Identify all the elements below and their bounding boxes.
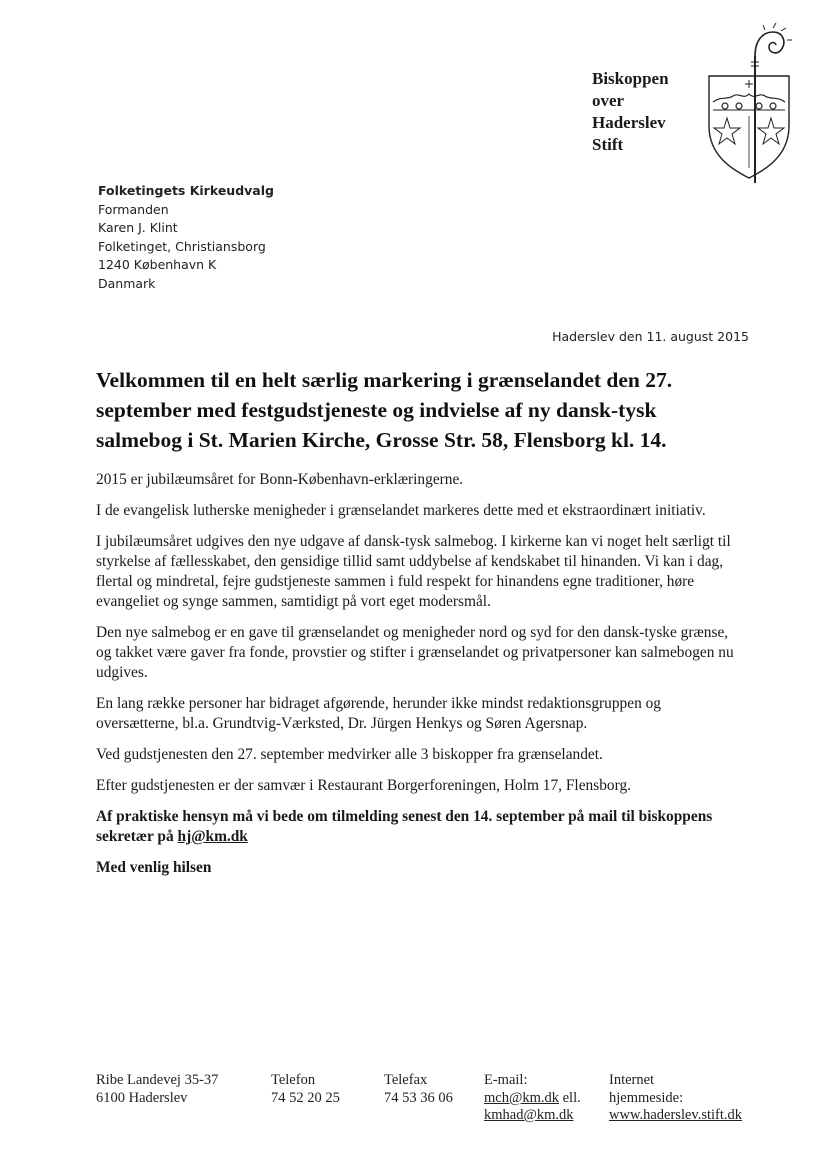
body-paragraph: 2015 er jubilæumsåret for Bonn-København-erklæringerne. — [96, 471, 464, 488]
footer-phone — [271, 1072, 340, 1107]
footer-email-separator: ell. — [558, 1089, 581, 1106]
footer-fax — [384, 1072, 453, 1107]
letter-date: Haderslev den 11. august 2015 — [552, 329, 749, 344]
closing: Med venlig hilsen — [96, 859, 212, 876]
sender-line: Haderslev — [592, 113, 666, 132]
body-paragraph: I de evangelisk lutherske menigheder i grænselandet markeres dette med et ekstraordinært initiativ. — [96, 502, 706, 519]
footer-fax-number: 74 53 36 06 — [384, 1089, 453, 1106]
letter-headline: Velkommen til en helt særlig markering i grænselandet den 27. september med festgudstjeneste og indvielse af ny dansk-tysk salmebog i St. Marien Kirche, Grosse Str. 58, Flensborg kl. 14. — [96, 368, 673, 452]
footer-email-line — [484, 1090, 581, 1108]
recipient-line: Formanden — [98, 201, 169, 217]
recipient-line: Danmark — [98, 275, 156, 291]
sender-block — [592, 68, 669, 156]
body-paragraph: Ved gudstjenesten den 27. september medvirker alle 3 biskopper fra grænselandet. — [96, 746, 603, 763]
footer-email-link-2[interactable]: kmhad@km.dk — [484, 1107, 574, 1123]
body-paragraph: Den nye salmebog er en gave til grænselandet og menigheder nord og syd for den dansk-tyske grænse, og takket være gaver fra fonde, provstier og stifter i grænselandet og privatpersoner kan salmebogen nu udgives. — [96, 624, 734, 681]
footer-fax-label: Telefax — [384, 1072, 428, 1088]
footer-email — [484, 1072, 581, 1125]
footer-phone-number: 74 52 20 25 — [271, 1089, 340, 1106]
footer-address-line: 6100 Haderslev — [96, 1089, 188, 1106]
body-paragraph: En lang række personer har bidraget afgørende, herunder ikke mindst redaktionsgruppen og oversætterne, bl.a. Grundtvig-Værksted, Dr. Jürgen Henkys og Søren Agersnap. — [96, 695, 661, 732]
registration-email-link[interactable]: hj@km.dk — [177, 828, 248, 845]
body-paragraph: I jubilæumsåret udgives den nye udgave af dansk-tysk salmebog. I kirkerne kan vi noget helt særligt til styrkelse af fællesskabet, den gensidige tillid samt uddybelse af kendskabet til hinanden. Vi kan i dag, flertal og mindretal, fejre gudstjeneste sammen i fuld respekt for hinandens egne traditioner, høre evangeliet og synge sammen, samtidigt på vort eget modersmål. — [96, 533, 731, 610]
footer-internet-sublabel: hjemmeside: — [609, 1089, 684, 1106]
footer-website-link[interactable]: www.haderslev.stift.dk — [609, 1107, 743, 1123]
footer-email-label: E-mail: — [484, 1072, 528, 1088]
footer-email-link-1[interactable]: mch@km.dk — [484, 1089, 559, 1106]
registration-paragraph — [96, 807, 736, 847]
recipient-committee: Folketingets Kirkeudvalg — [98, 183, 274, 198]
sender-line: Stift — [592, 135, 624, 154]
letter-body — [96, 470, 736, 878]
footer-address — [96, 1072, 218, 1107]
bishop-crest-icon — [703, 18, 795, 188]
footer-phone-label: Telefon — [271, 1072, 316, 1088]
recipient-line: Folketinget, Christiansborg — [98, 238, 266, 254]
recipient-line: Karen J. Klint — [98, 220, 178, 236]
footer-internet — [609, 1072, 742, 1125]
body-paragraph: Efter gudstjenesten er der samvær i Restaurant Borgerforeningen, Holm 17, Flensborg. — [96, 777, 631, 794]
sender-line: over — [592, 91, 625, 110]
sender-line: Biskoppen — [592, 69, 669, 88]
footer-internet-label: Internet — [609, 1072, 655, 1088]
recipient-address — [98, 182, 274, 294]
registration-text: Af praktiske hensyn må vi bede om tilmelding senest den 14. september på mail til biskoppens sekretær på — [96, 808, 713, 845]
recipient-line: 1240 København K — [98, 257, 217, 273]
footer-address-line: Ribe Landevej 35-37 — [96, 1072, 219, 1088]
